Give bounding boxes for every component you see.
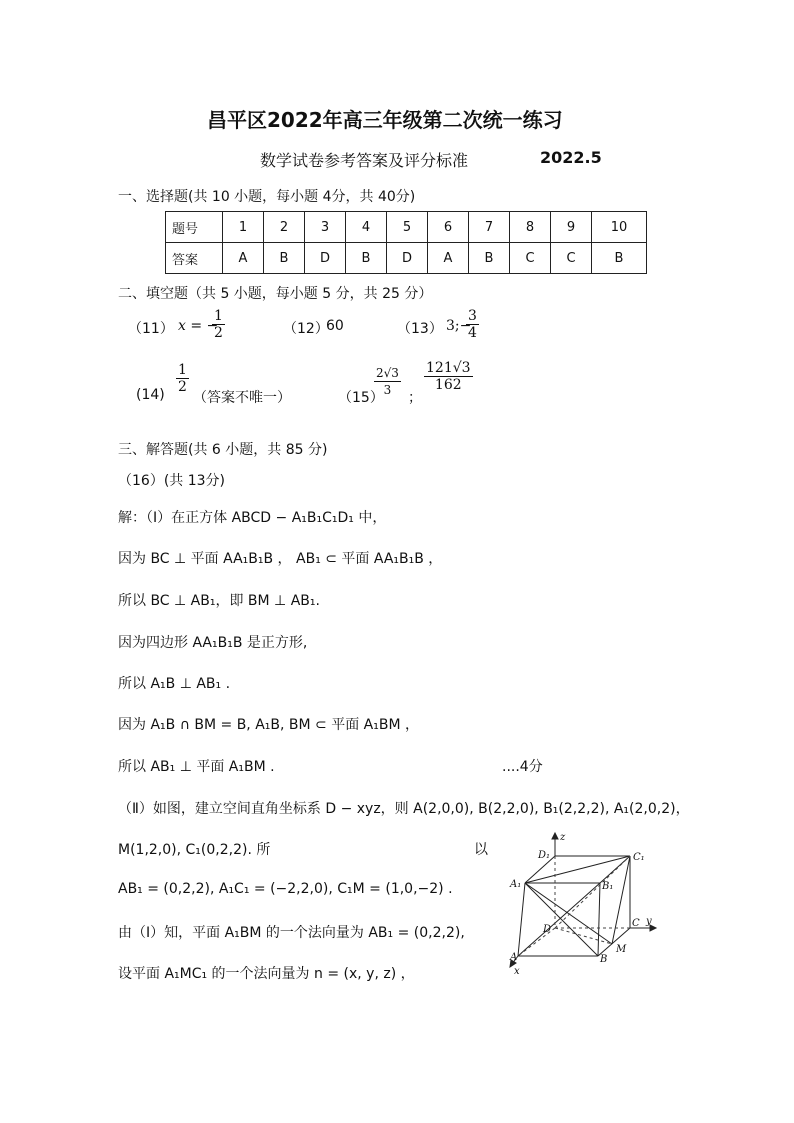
label-z: z: [560, 832, 566, 843]
q15-separator: ；: [408, 390, 422, 406]
cube-figure: [500, 828, 670, 978]
q16-label: （16）(共 13分): [118, 473, 226, 489]
label-x: x: [514, 966, 520, 977]
part2-line: （Ⅱ）如图，建立空间直角坐标系 D − xyz，则 A(2,0,0), B(2,2,0), B₁(2,2,2), A₁(2,0,2)，: [118, 801, 690, 817]
q15-b-denominator: 162: [434, 377, 462, 393]
number-cell: 8: [510, 212, 551, 243]
q15-label: （15）: [338, 390, 384, 406]
number-cell: 2: [264, 212, 305, 243]
number-cell: 4: [346, 212, 387, 243]
answer-cell: C: [551, 243, 592, 274]
q12-answer: 60: [326, 318, 344, 334]
solution-line: 所以 AB₁ ⊥ 平面 A₁BM .: [118, 759, 275, 775]
q11-numerator: 1: [214, 308, 223, 324]
score-mark: ....4分: [502, 759, 543, 775]
q14-fraction: [176, 362, 189, 395]
label-A: A: [510, 952, 518, 963]
label-B: B: [600, 954, 608, 965]
solution-line: 因为四边形 AA₁B₁B 是正方形,: [118, 635, 308, 651]
document-date: 2022.5: [540, 148, 602, 167]
number-cell: 9: [551, 212, 592, 243]
q13-prefix: 3;−: [446, 318, 472, 334]
solution-line: 所以 BC ⊥ AB₁，即 BM ⊥ AB₁.: [118, 593, 320, 609]
answer-cell: B: [264, 243, 305, 274]
section2-heading: 二、填空题（共 5 小题，每小题 5 分，共 25 分）: [118, 286, 433, 302]
number-cell: 7: [469, 212, 510, 243]
q11-label: （11）: [128, 321, 174, 337]
q11-expression: x = −: [178, 318, 219, 334]
plane-normal-line: 设平面 A₁MC₁ 的一个法向量为 n = (x, y, z) ，: [118, 966, 415, 982]
q15-b-numerator: 121√3: [426, 360, 471, 376]
solution-line: 因为 BC ⊥ 平面 AA₁B₁B ， AB₁ ⊂ 平面 AA₁B₁B ，: [118, 551, 443, 567]
normal-vector-line: 由（Ⅰ）知，平面 A₁BM 的一个法向量为 AB₁ = (0,2,2),: [118, 925, 465, 941]
label-D1: D₁: [538, 850, 551, 861]
label-C: C: [632, 918, 640, 929]
q15-fraction-a: [374, 365, 401, 398]
q15-fraction-b: [424, 360, 473, 393]
q14-denominator: 2: [178, 379, 187, 395]
q11-fraction: [212, 308, 225, 341]
answer-cell: D: [387, 243, 428, 274]
q11-denominator: 2: [214, 325, 223, 341]
answer-table: [165, 211, 647, 274]
answer-cell: D: [305, 243, 346, 274]
part2-line: M(1,2,0), C₁(0,2,2). 所: [118, 842, 271, 858]
label-C1: C₁: [633, 852, 645, 863]
document-subtitle: 数学试卷参考答案及评分标准: [260, 151, 469, 170]
q15-a-denominator: 3: [383, 383, 392, 397]
section1-heading: 一、选择题(共 10 小题，每小题 4分，共 40分): [118, 189, 416, 205]
number-cell: 6: [428, 212, 469, 243]
answer-table-number-row: [166, 212, 647, 243]
q14-numerator: 1: [178, 362, 187, 378]
label-M: M: [616, 944, 627, 955]
answer-table-answer-row: [166, 243, 647, 274]
answer-cell: B: [346, 243, 387, 274]
q13-numerator: 3: [468, 308, 477, 324]
answer-row-label: 答案: [166, 243, 223, 274]
label-A1: A₁: [510, 879, 522, 890]
solution-line: 因为 A₁B ∩ BM = B, A₁B, BM ⊂ 平面 A₁BM ，: [118, 717, 419, 733]
number-cell: 1: [223, 212, 264, 243]
solution-line: 所以 A₁B ⊥ AB₁ .: [118, 676, 231, 692]
vectors-line: AB₁ = (0,2,2), A₁C₁ = (−2,2,0), C₁M = (1,0,−2) .: [118, 881, 453, 897]
number-cell: 3: [305, 212, 346, 243]
answer-cell: A: [428, 243, 469, 274]
document-title: 昌平区2022年高三年级第二次统一练习: [207, 108, 563, 132]
q15-a-numerator: 2√3: [376, 366, 399, 380]
label-y: y: [646, 916, 652, 927]
q14-note: （答案不唯一）: [193, 390, 291, 406]
label-B1: B₁: [602, 881, 614, 892]
label-D: D: [543, 924, 552, 935]
answer-cell: C: [510, 243, 551, 274]
solution-line: 解：（Ⅰ）在正方体 ABCD − A₁B₁C₁D₁ 中，: [118, 510, 387, 526]
q12-label: （12）: [283, 321, 329, 337]
part2-continuation: 以: [474, 842, 488, 858]
section3-heading: 三、解答题(共 6 小题，共 85 分): [118, 442, 328, 458]
number-cell: 10: [592, 212, 647, 243]
answer-cell: B: [592, 243, 647, 274]
answer-cell: B: [469, 243, 510, 274]
q14-label: (14): [136, 387, 165, 403]
q13-label: （13）: [397, 321, 443, 337]
number-cell: 5: [387, 212, 428, 243]
number-row-label: 题号: [166, 212, 223, 243]
answer-cell: A: [223, 243, 264, 274]
q13-fraction: [466, 308, 479, 341]
q13-denominator: 4: [468, 325, 477, 341]
